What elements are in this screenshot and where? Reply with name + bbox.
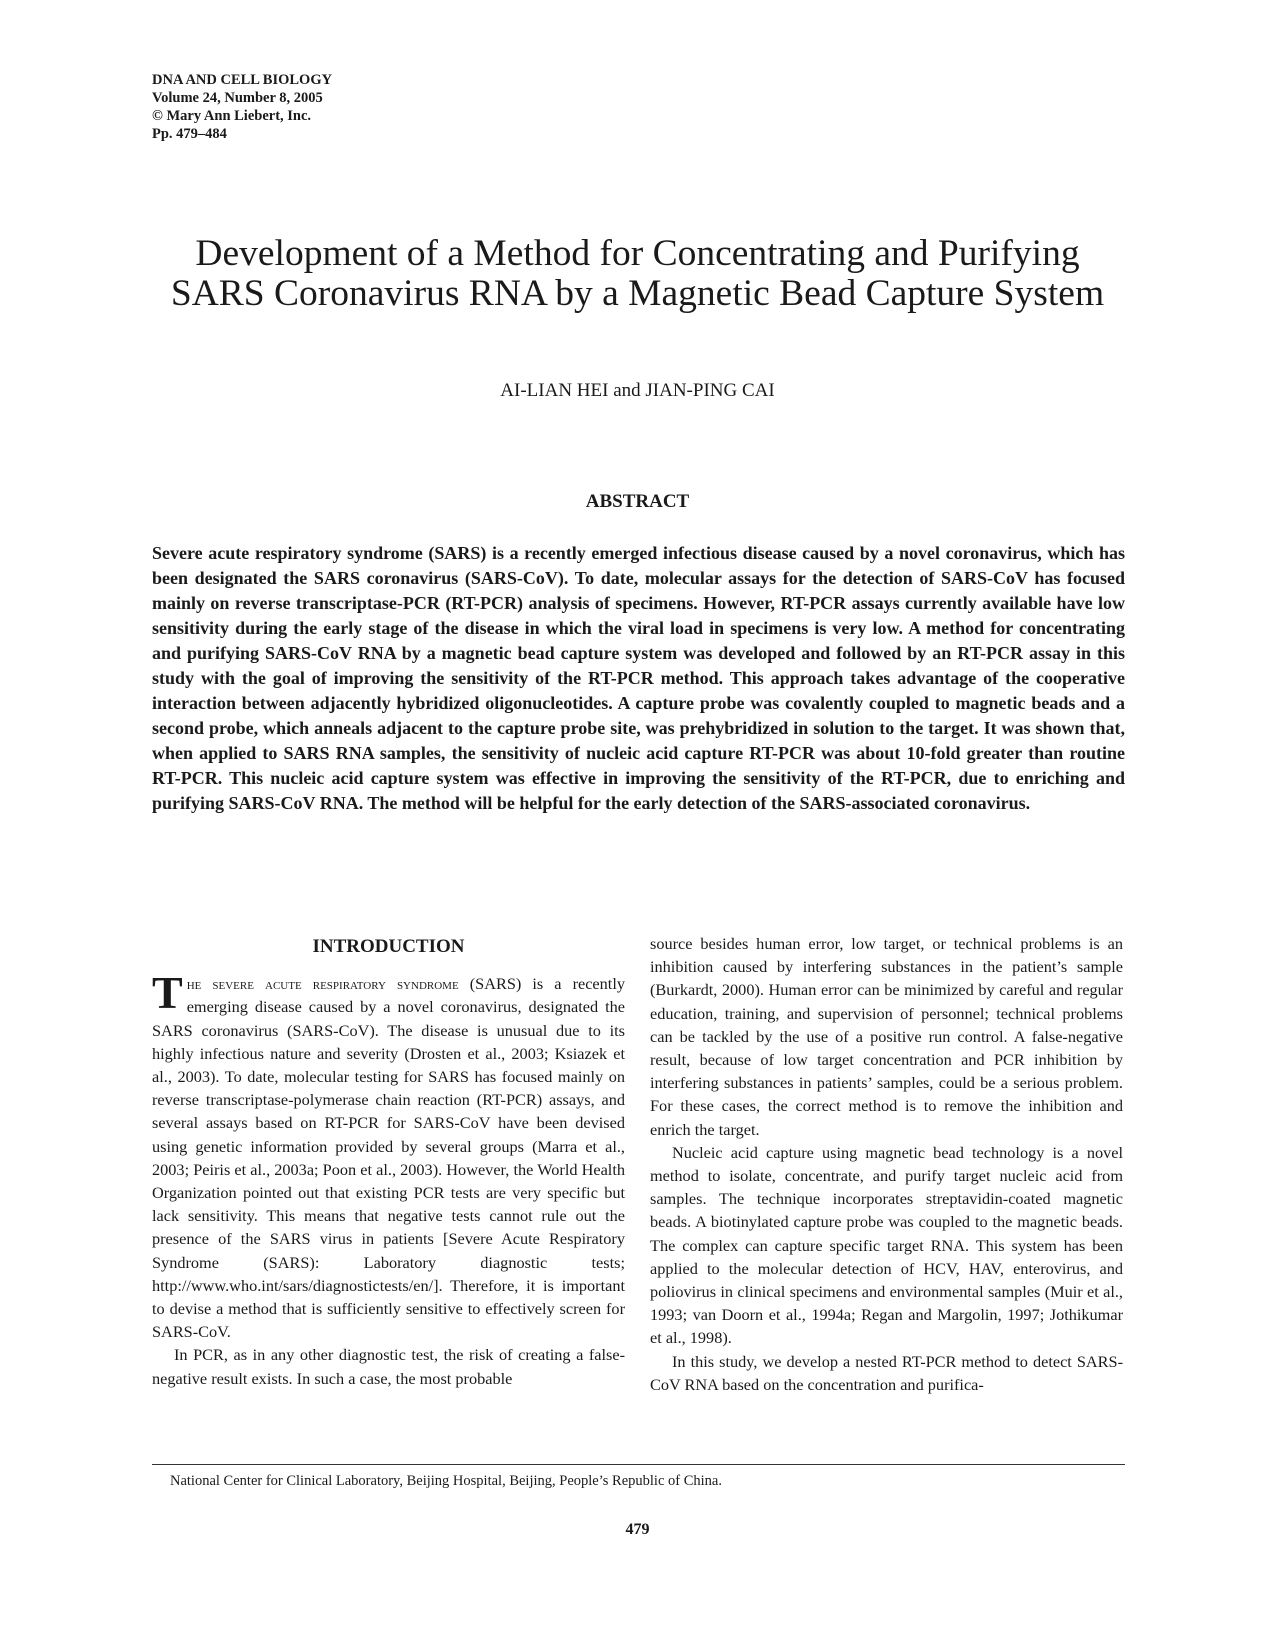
intro-paragraph-5: In this study, we develop a nested RT-PCR method to detect SARS-CoV RNA based on the concentration and purifica- <box>650 1351 1123 1394</box>
journal-name: DNA AND CELL BIOLOGY <box>152 72 333 88</box>
intro-paragraph-4: Nucleic acid capture using magnetic bead technology is a novel method to isolate, concentrate, and purify target nucleic acid from samples. The technique incorporates streptavidin-coated magnetic beads. A biotinylated capture probe was coupled to the magnetic beads. The complex can capture specific target RNA. This system has been applied to the molecular detection of HCV, HAV, enterovirus, and poliovirus in clinical specimens and environmental samples (Muir et al., 1993; van Doorn et al., 1994a; Regan and Margolin, 1997; Jothikumar et al., 1998). <box>650 1142 1123 1348</box>
footnote-divider <box>152 1464 1125 1465</box>
journal-pages: Pp. 479–484 <box>152 126 227 142</box>
paper-title <box>100 234 1175 314</box>
affiliation-footnote: National Center for Clinical Laboratory, Beijing Hospital, Beijing, People’s Republic of China. <box>170 1473 722 1489</box>
column-right <box>650 932 1123 1396</box>
intro-paragraph-1 <box>152 967 625 1343</box>
abstract-heading: ABSTRACT <box>585 491 690 512</box>
drop-cap: T <box>152 967 183 1019</box>
title-line-1: Development of a Method for Concentrating and Purifying <box>195 233 1080 274</box>
journal-info <box>152 71 332 143</box>
journal-publisher: © Mary Ann Liebert, Inc. <box>152 108 312 124</box>
intro-paragraph-1-text: (SARS) is a recently emerging disease caused by a novel coronavirus, designated the SARS coronavirus (SARS-CoV). The disease is unusual due to its highly infectious nature and severity (Drosten et al., 2003; Ksiazek et al., 2003). To date, molecular testing for SARS has focused mainly on reverse transcriptase-polymerase chain reaction (RT-PCR) assays, and several assays based on RT-PCR for SARS-CoV have been devised using genetic information provided by several groups (Marra et al., 2003; Peiris et al., 2003a; Poon et al., 2003). However, the World Health Organization pointed out that existing PCR tests are very specific but lack sensitivity. This means that negative tests cannot rule out the presence of the SARS virus in patients [Severe Acute Respiratory Syndrome (SARS): Laboratory diagnostic tests; http://www.who.int/sars/diagnostictests/en/]. Therefore, it is important to devise a method that is sufficiently sensitive to effectively screen for SARS-CoV. <box>152 974 625 1342</box>
page-number: 479 <box>625 1521 650 1538</box>
introduction-heading: INTRODUCTION <box>312 936 465 957</box>
authors: AI-LIAN HEI and JIAN-PING CAI <box>500 380 775 401</box>
smallcaps-lead: he severe acute respiratory syndrome <box>186 974 459 994</box>
abstract-text: Severe acute respiratory syndrome (SARS) is a recently emerged infectious disease caused by a novel coronavirus, which has been designated the SARS coronavirus (SARS-CoV). To date, molecular assays for the detection of SARS-CoV has focused mainly on reverse transcriptase-PCR (RT-PCR) analysis of specimens. However, RT-PCR assays currently available have low sensitivity during the early stage of the disease in which the viral load in specimens is very low. A method for concentrating and purifying SARS-CoV RNA by a magnetic bead capture system was developed and followed by an RT-PCR assay in this study with the goal of improving the sensitivity of the RT-PCR method. This approach takes advantage of the cooperative interaction between adjacently hybridized oligonucleotides. A capture probe was covalently coupled to magnetic beads and a second probe, which anneals adjacent to the capture probe site, was prehybridized in solution to the target. It was shown that, when applied to SARS RNA samples, the sensitivity of nucleic acid capture RT-PCR was about 10-fold greater than routine RT-PCR. This nucleic acid capture system was effective in improving the sensitivity of the RT-PCR, due to enriching and purifying SARS-CoV RNA. The method will be helpful for the early detection of the SARS-associated coronavirus. <box>152 543 1125 813</box>
intro-paragraph-3: source besides human error, low target, or technical problems is an inhibition caused by interfering substances in the patient’s sample (Burkardt, 2000). Human error can be minimized by careful and regular education, training, and supervision of personnel; technical problems can be tackled by the use of a positive run control. A false-negative result, because of low target concentration and PCR inhibition by interfering substances in patients’ samples, could be a serious problem. For these cases, the correct method is to remove the inhibition and enrich the target. <box>650 934 1123 1139</box>
intro-paragraph-2: In PCR, as in any other diagnostic test, the risk of creating a false-negative result exists. In such a case, the most probable <box>152 1345 625 1388</box>
title-line-2: SARS Coronavirus RNA by a Magnetic Bead Capture System <box>170 273 1105 314</box>
column-left <box>152 935 625 1390</box>
journal-volume: Volume 24, Number 8, 2005 <box>152 90 323 106</box>
